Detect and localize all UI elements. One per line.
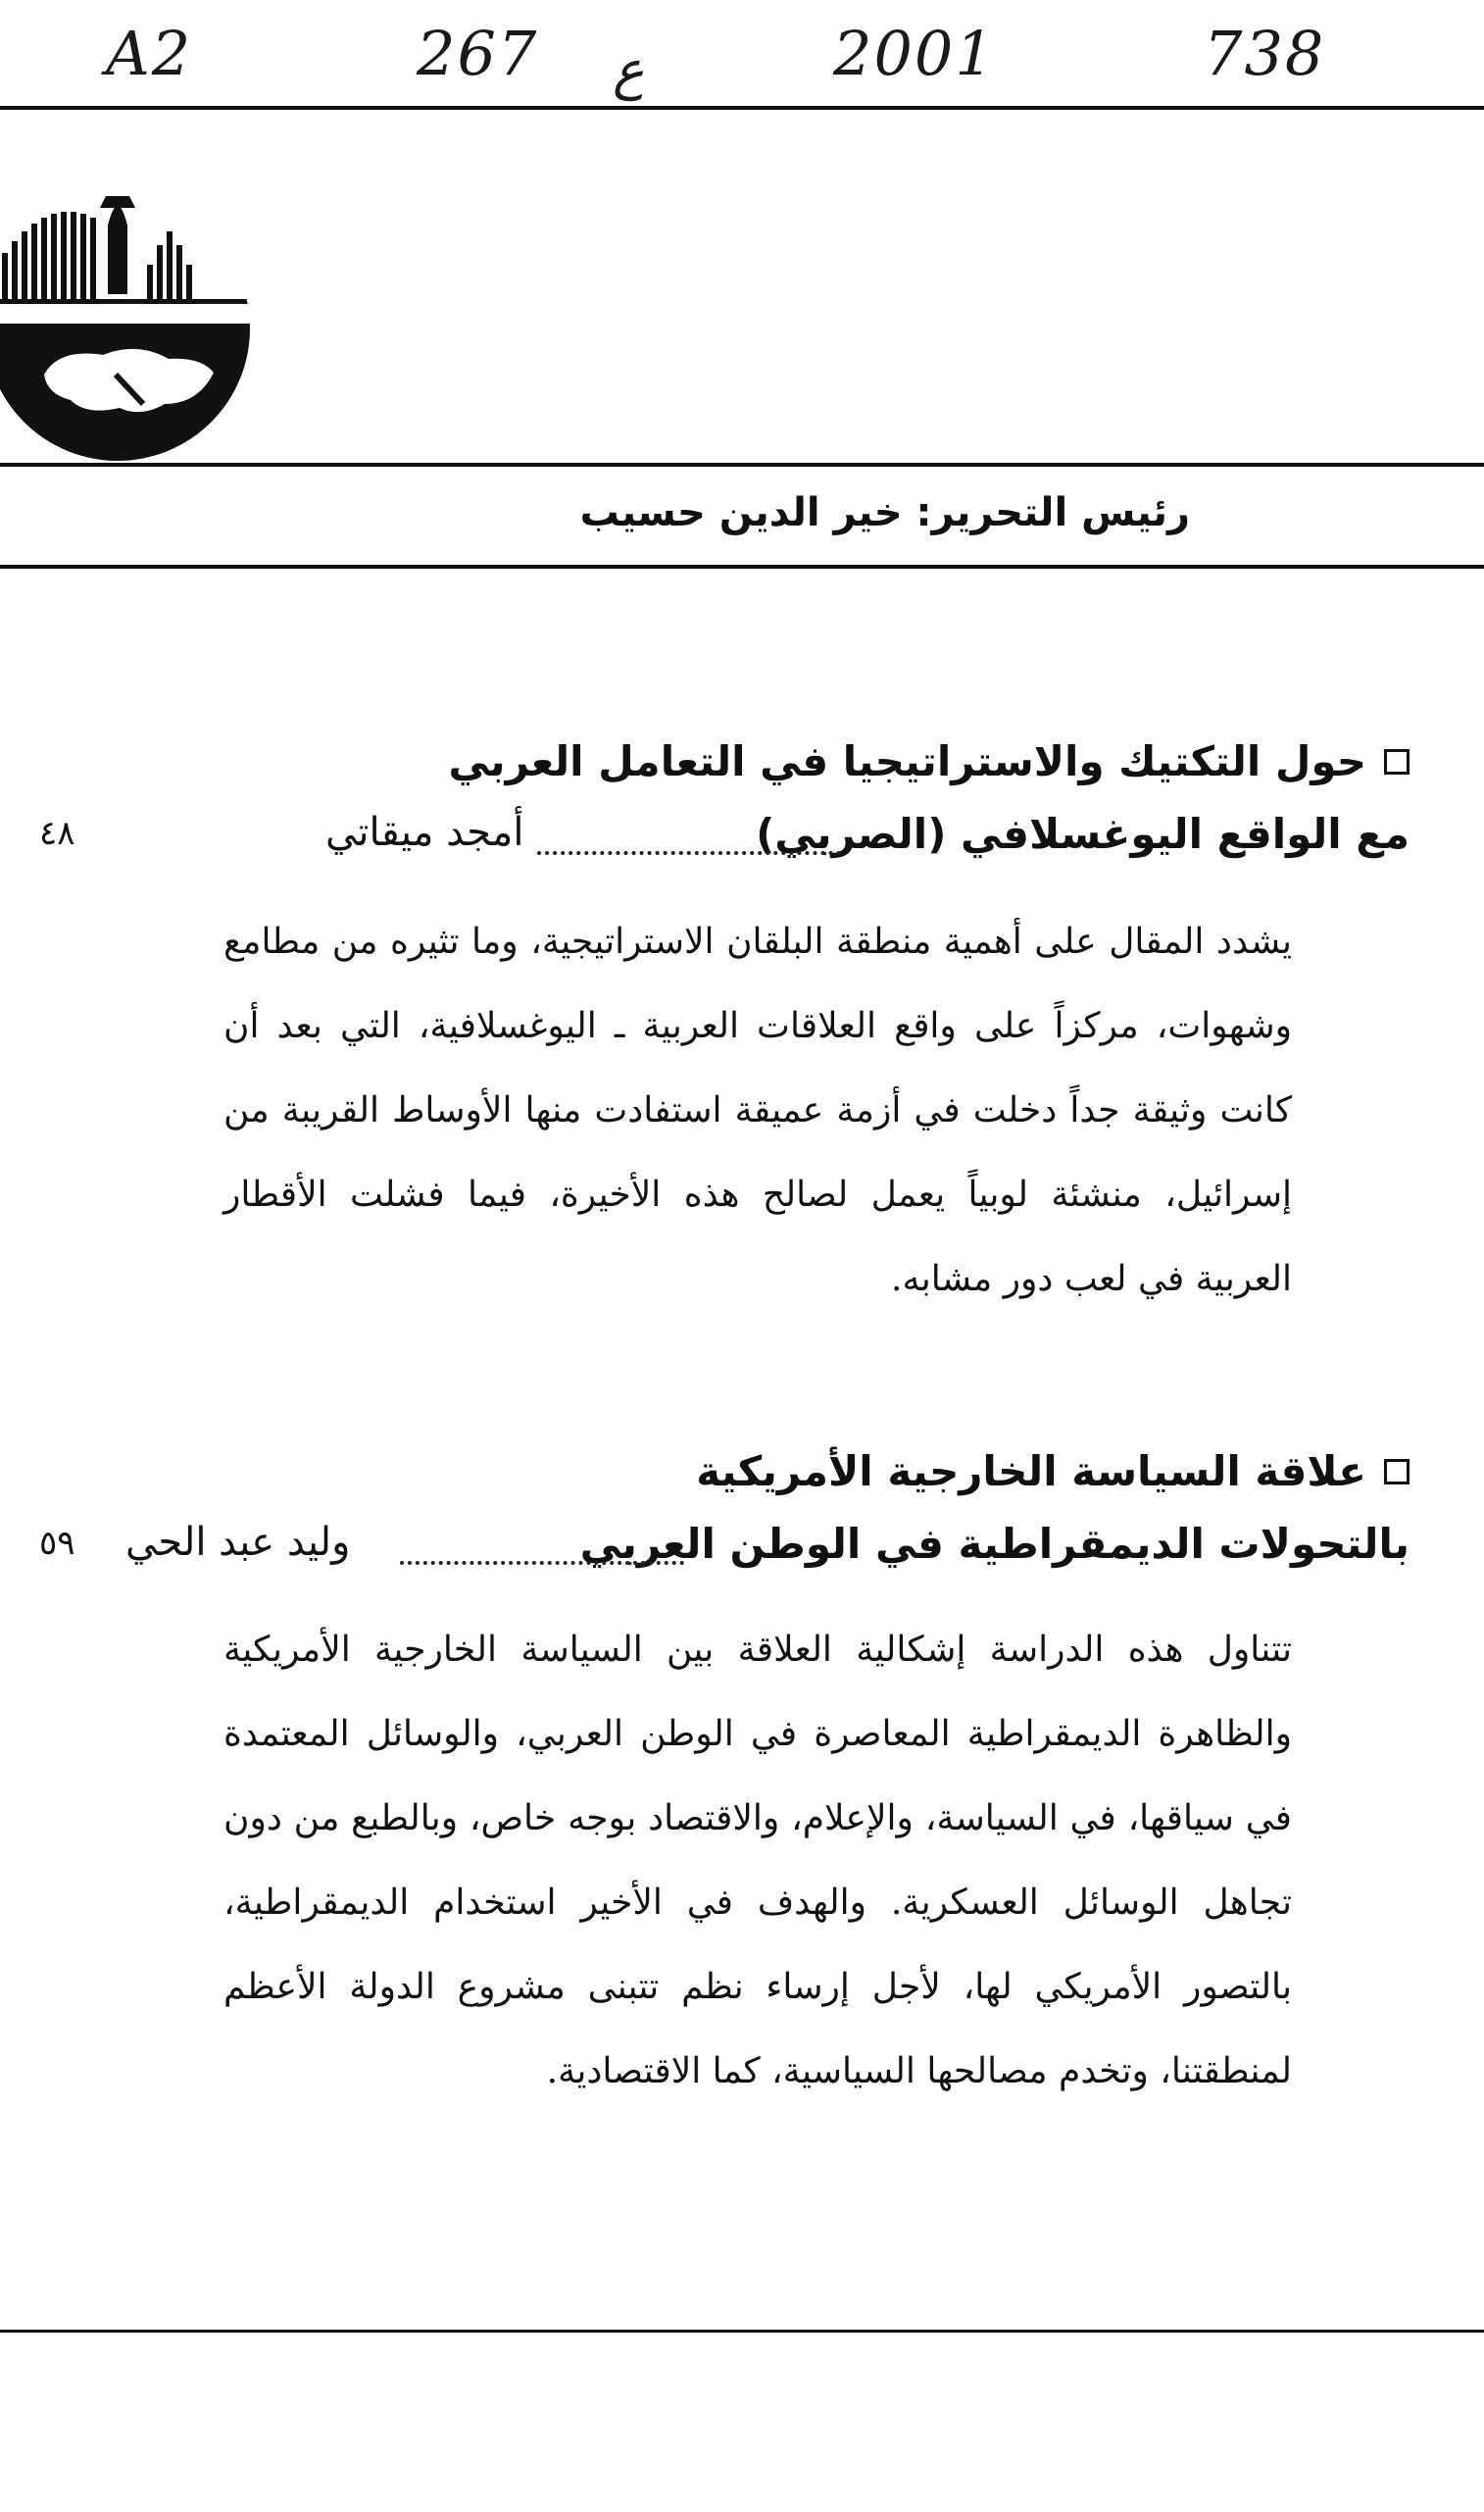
article-1-title-line-2: مع الواقع اليوغسلافي (الصربي)	[756, 810, 1410, 858]
article-1-page-number: ٤٨	[39, 814, 75, 853]
checkbox-icon	[1384, 749, 1410, 775]
article-1-abstract: يشدد المقال على أهمية منطقة البلقان الاستراتيجية، وما تثيره من مطامع وشهوات، مركزاً على واقع العلاقات العربية ـ اليوغسلافية، التي بعد أن كانت وثيقة جداً دخلت في أزمة عميقة استفادت منها الأوساط القريبة من إسرائيل، منشئة لوبياً يعمل لصالح هذه الأخيرة، فيما فشلت الأقطار العربية في لعب دور مشابه.	[223, 922, 1292, 1299]
article-1-title-line-1	[448, 737, 1410, 785]
handwritten-mark-number: 738	[1204, 18, 1326, 89]
article-2-abstract: تتناول هذه الدراسة إشكالية العلاقة بين السياسة الخارجية الأمريكية والظاهرة الديمقراطية المعاصرة في الوطن العربي، والوسائل المعتمدة في سياقها، في السياسة، والإعلام، والاقتصاد بوجه خاص، وبالطبع من دون تجاهل الوسائل العسكرية. والهدف في الأخير استخدام الديمقراطية، بالتصور الأمريكي لها، لأجل إرساء نظم تتبنى مشروع الدولة الأعظم لمنطقتنا، وتخدم مصالحها السياسية، كما الاقتصادية.	[223, 1630, 1292, 2091]
article-1-author: أمجد ميقاتي	[325, 810, 524, 855]
article-2-title-text: علاقة السياسة الخارجية الأمريكية	[696, 1447, 1366, 1495]
article-1-title-text: حول التكتيك والاستراتيجيا في التعامل العربي	[448, 737, 1366, 785]
handwritten-mark-year: 2001	[833, 18, 996, 89]
center-logo	[0, 147, 294, 461]
header-rule-bottom	[0, 565, 1484, 569]
article-2-leader-dots	[400, 1561, 684, 1565]
handwritten-mark-volume: 267	[417, 18, 539, 89]
article-2-title-line-1	[696, 1447, 1410, 1495]
article-2-page-number: ٥٩	[39, 1524, 75, 1563]
article-2-title-line-2: بالتحولات الديمقراطية في الوطن العربي	[579, 1520, 1410, 1568]
bottom-rule	[0, 2330, 1484, 2333]
article-1-leader-dots	[537, 851, 841, 855]
checkbox-icon	[1384, 1459, 1410, 1484]
top-rule	[0, 106, 1484, 110]
article-2-author: وليد عبد الحي	[125, 1520, 351, 1565]
header-rule-top	[0, 463, 1484, 467]
handwritten-mark-issue: ع	[613, 39, 645, 101]
editor-in-chief-line: رئيس التحرير: خير الدين حسيب	[579, 490, 1190, 535]
handwritten-mark-a2: A2	[106, 18, 193, 89]
